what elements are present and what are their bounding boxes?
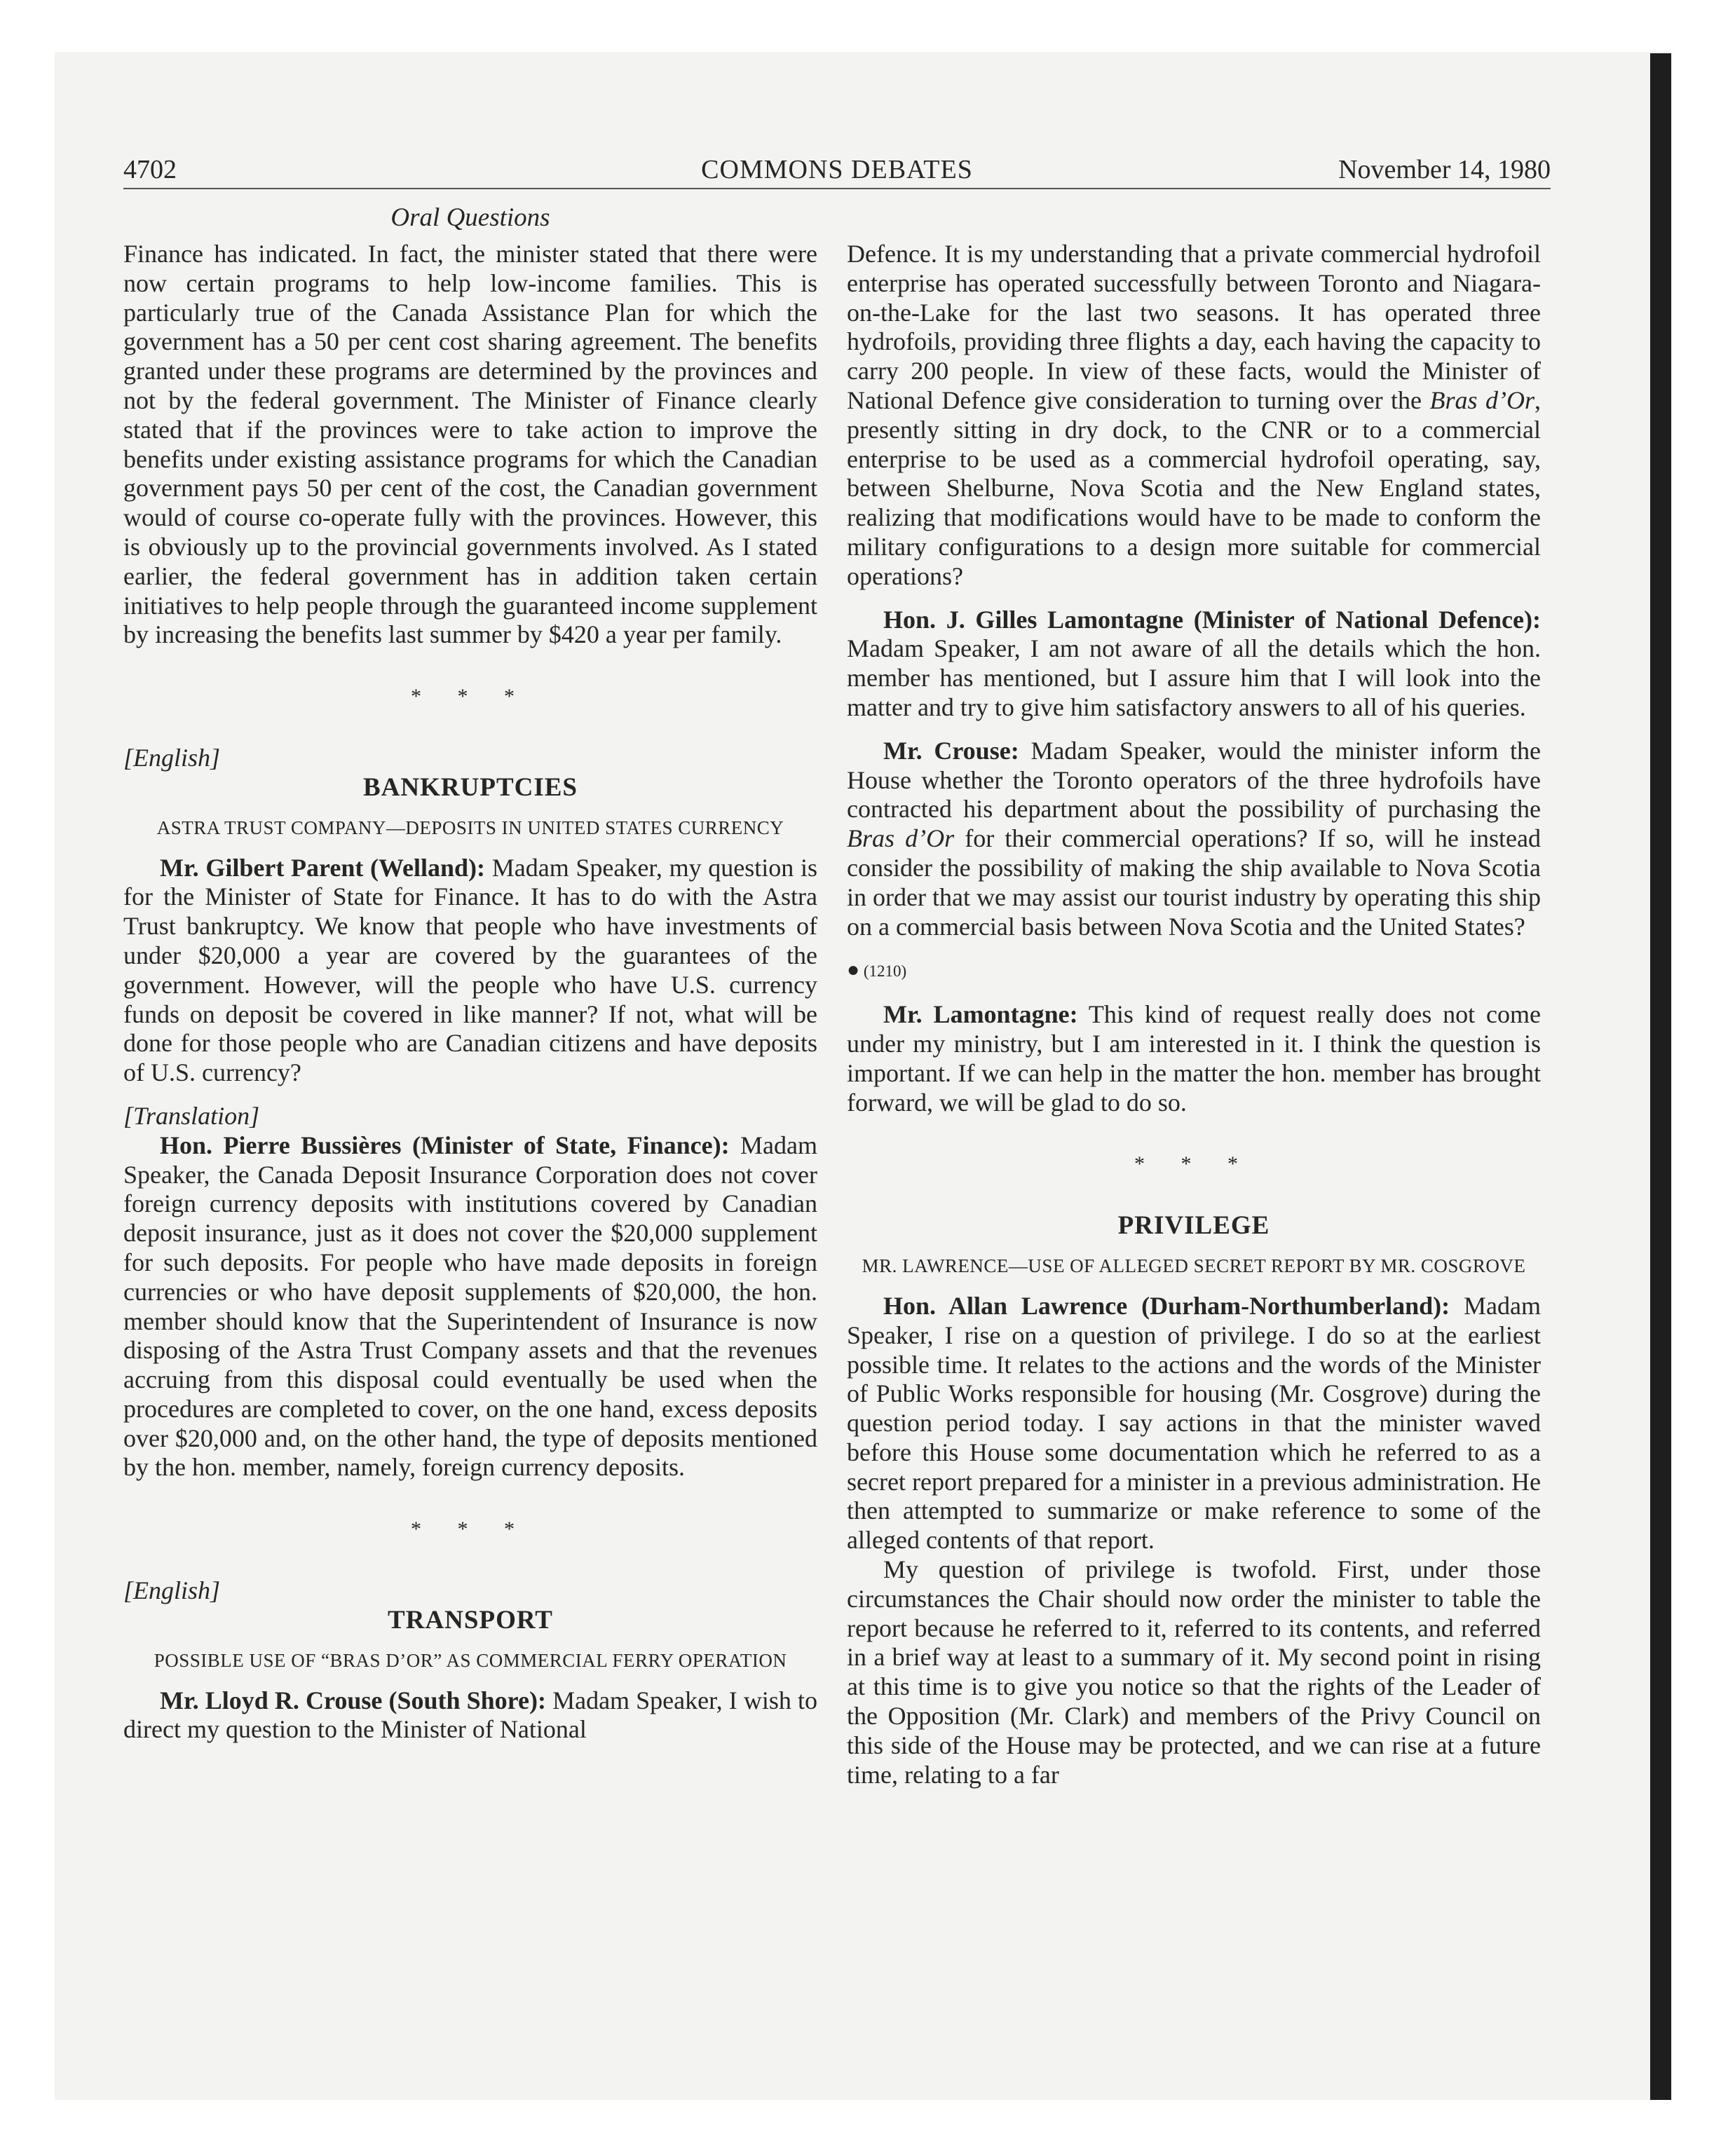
speech-paragraph [847,737,1541,942]
speech-text: This kind of request really does not come under my ministry, but I am interested in it. I think the question is important. If we can help in the matter the hon. member has brought forward, we will be glad to do so. [847,1000,1541,1117]
scan-edge-bar [1650,53,1671,2100]
time-stamp: (1210) [863,962,907,981]
speaker-name: Hon. Allan Lawrence (Durham-Northumberland): [883,1291,1450,1320]
section-heading: BANKRUPTCIES [363,772,578,802]
section-heading: PRIVILEGE [1117,1211,1270,1241]
ship-name: Bras d’Or [847,824,955,853]
speech-text: Madam Speaker, would the minister inform the House whether the Toronto operators of the three hydrofoils have contracted his department about the possibility of purchasing the [847,736,1541,824]
speech-text: Defence. It is my understanding that a private commercial hydrofoil enterprise has operated successfully between Toronto and Niagara-on-the-Lake for the last two seasons. It has operated three hydrofoils, providing three flights a day, each having the capacity to carry 200 people. In view of these facts, would the Minister of National Defence give consideration to turning over the [847,240,1541,414]
language-tag: [English] [123,1576,221,1605]
speaker-name: Mr. Gilbert Parent (Welland): [160,853,486,882]
time-marker [847,955,1541,986]
paragraph [847,240,1541,592]
page-header [123,150,1551,189]
speech-paragraph [847,1000,1541,1117]
speaker-name: Hon. Pierre Bussières (Minister of State, Finance): [160,1131,730,1159]
bullet-icon: ● [847,958,860,982]
speech-text: Madam Speaker, I rise on a question of privilege. I do so at the earliest possible time. It relates to the actions and the words of the Minister of Public Works responsible for housing (Mr. Cosgrove) during the question period today. I say actions in that the minister waved before this House some documentation which he referred to as a secret report prepared for a minister in a previous administration. He then attempted to summarize or make reference to some of the alleged contents of that report. [847,1291,1541,1555]
left-column [123,240,817,1745]
speaker-name: Mr. Crouse: [883,736,1019,765]
speaker-name: Mr. Lamontagne: [883,1000,1078,1029]
paragraph: My question of privilege is twofold. First, under those circumstances the Chair should now order the minister to table the report because he referred to it, referred to its contents, and referred in a brief way at least to a summary of it. My second point in rising at this time is to give you notice so that the rights of the Leader of the Opposition (Mr. Clark) and members of the Privy Council on this side of the House may be protected, and we can rise at a future time, relating to a far [847,1555,1541,1789]
speech-text: Madam Speaker, I wish to direct my question to the Minister of National [123,1686,818,1744]
page-number: 4702 [123,155,177,184]
speech-text: Madam Speaker, my question is for the Minister of State for Finance. It has to do with the Astra Trust bankruptcy. We know that people who have investments of under $20,000 a year are covered by the guarantees of the government. However, will the people who have U.S. currency funds on deposit be covered in like manner? If not, what will be done for those people who are Canadian citizens and have deposits of U.S. currency? [123,853,818,1087]
subsection-heading: MR. LAWRENCE—USE OF ALLEGED SECRET REPORT BY MR. COSGROVE [862,1255,1526,1276]
ship-name: Bras d’Or [1429,386,1535,414]
publication-date: November 14, 1980 [1338,155,1551,184]
section-separator: * * * [411,1517,530,1541]
paragraph: Finance has indicated. In fact, the minister stated that there were now certain programs to help low-income families. This is particularly true of the Canada Assistance Plan for which the government has a 50 per cent cost sharing agreement. The benefits granted under these programs are determined by the provinces and not by the federal government. The Minister of Finance clearly stated that if the provinces were to take action to improve the benefits under existing assistance programs for which the Canadian government pays 50 per cent of the cost, the Canadian government would of course co-operate fully with the provinces. However, this is obviously up to the provincial governments involved. As I stated earlier, the federal government has in addition taken certain initiatives to help people through the guaranteed income supplement by increasing the benefits last summer by $420 a year per family. [123,240,817,649]
speech-paragraph [847,1292,1541,1555]
speech-text: , presently sitting in dry dock, to the CNR or to a commercial enterprise to be used as a commercial hydrofoil operating, say, between Shelburne, Nova Scotia and the New England states, realizing that modifications would have to be made to conform the military configurations to a design more suitable for commercial operations? [847,386,1541,590]
running-subheading: Oral Questions [390,203,550,232]
speech-paragraph [847,606,1541,723]
speech-paragraph [123,1131,817,1483]
speaker-name: Mr. Lloyd R. Crouse (South Shore): [160,1686,546,1714]
section-separator: * * * [1134,1152,1253,1176]
speaker-name: Hon. J. Gilles Lamontagne (Minister of National Defence): [883,605,1541,634]
section-separator: * * * [411,685,530,709]
speech-text: Madam Speaker, I am not aware of all the details which the hon. member has mentioned, but I assure him that I will look into the matter and try to give him satisfactory answers to all of his queries. [847,634,1541,721]
speech-text: for their commercial operations? If so, will he instead consider the possibility of making the ship available to Nova Scotia in order that we may assist our tourist industry by operating this ship on a commercial basis between Nova Scotia and the United States? [847,824,1541,941]
section-heading: TRANSPORT [388,1605,553,1635]
publication-title: COMMONS DEBATES [701,155,973,184]
speech-text: Madam Speaker, the Canada Deposit Insurance Corporation does not cover foreign currency deposits with institutions covered by Canadian deposit insurance, just as it does not cover the $20,000 supplement for such deposits. For people who have made deposits in foreign currencies or who have deposit supplements of $20,000, the hon. member should know that the Superintendent of Insurance is now disposing of the Astra Trust Company assets and that the revenues accruing from this disposal could eventually be used when the procedures are completed to cover, on the one hand, excess deposits over $20,000 and, on the other hand, the type of deposits mentioned by the hon. member, namely, foreign currency deposits. [123,1131,817,1482]
right-column [847,240,1541,1789]
subsection-heading: POSSIBLE USE OF “BRAS D’OR” AS COMMERCIAL FERRY OPERATION [154,1649,787,1671]
language-tag: [Translation] [123,1101,260,1130]
header-rule [123,188,1551,189]
speech-paragraph [123,1686,817,1745]
subsection-heading: ASTRA TRUST COMPANY—DEPOSITS IN UNITED STATES CURRENCY [156,817,784,838]
language-tag: [English] [123,743,221,772]
speech-paragraph [123,854,817,1088]
